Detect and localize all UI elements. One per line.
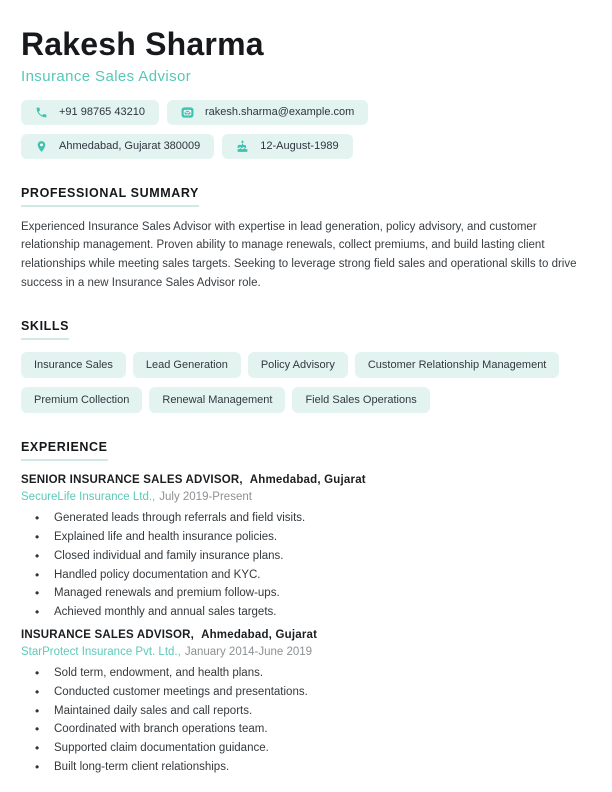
- job-entry: [21, 629, 591, 775]
- job-bullet: • Coordinated with branch operations team.: [35, 723, 591, 737]
- skill-chip: Field Sales Operations: [292, 387, 429, 413]
- resume-header: [21, 26, 591, 159]
- skill-chip-list: [21, 352, 591, 413]
- location-icon: [35, 140, 48, 153]
- job-bullet: • Managed renewals and premium follow-ups.: [35, 587, 591, 601]
- job-bullet: • Handled policy documentation and KYC.: [35, 569, 591, 583]
- job-bullet: • Supported claim documentation guidance.: [35, 742, 591, 756]
- cake-icon: [236, 140, 249, 153]
- job-location: Ahmedabad, Gujarat: [249, 474, 366, 487]
- job-bullet-list: [35, 667, 591, 775]
- job-location: Ahmedabad, Gujarat: [201, 629, 318, 642]
- job-title: INSURANCE SALES ADVISOR,: [21, 629, 195, 642]
- job-bullet: • Built long-term client relationships.: [35, 761, 591, 775]
- experience-section: [21, 440, 591, 775]
- skill-chip: Renewal Management: [149, 387, 285, 413]
- job-bullet: • Generated leads through referrals and field visits.: [35, 512, 591, 526]
- skill-chip: Lead Generation: [133, 352, 241, 378]
- job-subtitle-line: [21, 646, 591, 658]
- phone-chip: [21, 100, 159, 125]
- summary-heading: PROFESSIONAL SUMMARY: [21, 186, 199, 207]
- job-entry: [21, 474, 591, 620]
- skill-chip: Insurance Sales: [21, 352, 126, 378]
- company-name: StarProtect Insurance Pvt. Ltd.,: [21, 646, 181, 659]
- job-bullet: • Closed individual and family insurance plans.: [35, 550, 591, 564]
- summary-text: Experienced Insurance Sales Advisor with expertise in lead generation, policy advisory, and customer relationship management. Proven ability to manage renewals, collect premiums, and build lasting client relationships while meeting sales targets. Seeking to leverage strong field sales and operational skills to drive success in a new Insurance Sales Advisor role.: [21, 220, 577, 289]
- summary-section: [21, 186, 591, 293]
- skill-chip: Customer Relationship Management: [355, 352, 560, 378]
- birthdate-text: 12-August-1989: [260, 140, 339, 153]
- location-text: Ahmedabad, Gujarat 380009: [59, 140, 201, 153]
- skill-chip: Premium Collection: [21, 387, 142, 413]
- job-dates: January 2014-June 2019: [184, 646, 313, 659]
- experience-heading: EXPERIENCE: [21, 440, 108, 461]
- job-title: SENIOR INSURANCE SALES ADVISOR,: [21, 474, 243, 487]
- email-address: rakesh.sharma@example.com: [204, 106, 355, 119]
- mail-icon: [181, 106, 194, 119]
- job-bullet: • Conducted customer meetings and presentations.: [35, 686, 591, 700]
- job-title-line: [21, 629, 591, 641]
- job-bullet: • Sold term, endowment, and health plans.: [35, 667, 591, 681]
- job-bullet: • Explained life and health insurance policies.: [35, 531, 591, 545]
- job-bullet: • Maintained daily sales and call reports.: [35, 705, 591, 719]
- skill-chip: Policy Advisory: [248, 352, 348, 378]
- job-dates: July 2019-Present: [159, 491, 252, 504]
- skills-section: [21, 319, 591, 413]
- birthdate-chip: [222, 134, 352, 159]
- person-name: Rakesh Sharma: [21, 26, 264, 62]
- job-subtitle-line: [21, 491, 591, 503]
- company-name: SecureLife Insurance Ltd.,: [21, 491, 156, 504]
- job-bullet: • Achieved monthly and annual sales targets.: [35, 606, 591, 620]
- contact-chips: [21, 100, 561, 159]
- location-chip: [21, 134, 214, 159]
- job-bullet-list: [35, 512, 591, 620]
- skills-heading: SKILLS: [21, 319, 69, 340]
- email-chip: [167, 100, 368, 125]
- phone-number: +91 98765 43210: [59, 106, 145, 119]
- person-job-title: Insurance Sales Advisor: [21, 67, 192, 85]
- phone-icon: [35, 106, 48, 119]
- job-title-line: [21, 474, 591, 486]
